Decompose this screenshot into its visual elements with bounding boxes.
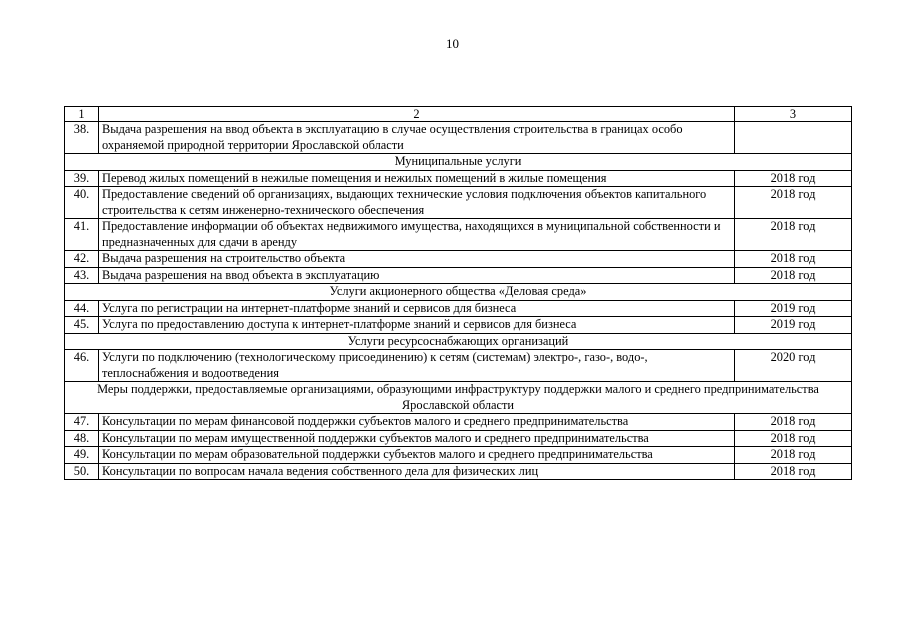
section-title: Услуги акционерного общества «Деловая среда» bbox=[65, 284, 852, 301]
section-row bbox=[65, 382, 852, 414]
row-number: 48. bbox=[65, 430, 99, 447]
table-row bbox=[65, 251, 852, 268]
service-name: Выдача разрешения на ввод объекта в эксплуатацию в случае осуществления строительства в границах особо охраняемой природной территории Ярославской области bbox=[99, 122, 735, 154]
table-row bbox=[65, 414, 852, 431]
services-table bbox=[64, 106, 852, 480]
row-number: 49. bbox=[65, 447, 99, 464]
implementation-year: 2018 год bbox=[735, 187, 852, 219]
implementation-year bbox=[735, 122, 852, 154]
table-row bbox=[65, 447, 852, 464]
service-name: Консультации по мерам финансовой поддержки субъектов малого и среднего предпринимательства bbox=[99, 414, 735, 431]
table-row bbox=[65, 300, 852, 317]
section-title: Муниципальные услуги bbox=[65, 154, 852, 171]
table-row bbox=[65, 463, 852, 480]
section-row bbox=[65, 333, 852, 350]
section-title: Меры поддержки, предоставляемые организациями, образующими инфраструктуру поддержки малого и среднего предпринимательства Ярославской области bbox=[65, 382, 852, 414]
row-number: 39. bbox=[65, 170, 99, 187]
implementation-year: 2018 год bbox=[735, 430, 852, 447]
service-name: Консультации по вопросам начала ведения собственного дела для физических лиц bbox=[99, 463, 735, 480]
implementation-year: 2020 год bbox=[735, 350, 852, 382]
section-row bbox=[65, 154, 852, 171]
row-number: 44. bbox=[65, 300, 99, 317]
table-row bbox=[65, 317, 852, 334]
table-row bbox=[65, 170, 852, 187]
table-row bbox=[65, 350, 852, 382]
implementation-year: 2018 год bbox=[735, 447, 852, 464]
row-number: 40. bbox=[65, 187, 99, 219]
service-name: Выдача разрешения на строительство объекта bbox=[99, 251, 735, 268]
section-row bbox=[65, 284, 852, 301]
service-name: Услуги по подключению (технологическому присоединению) к сетям (системам) электро-, газо-, водо-, теплоснабжения и водоотведения bbox=[99, 350, 735, 382]
page-number: 10 bbox=[446, 36, 459, 51]
table-row bbox=[65, 267, 852, 284]
row-number: 47. bbox=[65, 414, 99, 431]
row-number: 43. bbox=[65, 267, 99, 284]
service-name: Консультации по мерам образовательной поддержки субъектов малого и среднего предпринимательства bbox=[99, 447, 735, 464]
table-row bbox=[65, 187, 852, 219]
service-name: Предоставление сведений об организациях, выдающих технические условия подключения объектов капитального строительства к сетям инженерно-технического обеспечения bbox=[99, 187, 735, 219]
implementation-year: 2018 год bbox=[735, 463, 852, 480]
implementation-year: 2018 год bbox=[735, 251, 852, 268]
service-name: Консультации по мерам имущественной поддержки субъектов малого и среднего предпринимательства bbox=[99, 430, 735, 447]
implementation-year: 2019 год bbox=[735, 300, 852, 317]
service-name: Услуга по предоставлению доступа к интернет-платформе знаний и сервисов для бизнеса bbox=[99, 317, 735, 334]
table-header-row bbox=[65, 107, 852, 122]
row-number: 38. bbox=[65, 122, 99, 154]
row-number: 45. bbox=[65, 317, 99, 334]
row-number: 41. bbox=[65, 219, 99, 251]
row-number: 50. bbox=[65, 463, 99, 480]
service-name: Услуга по регистрации на интернет-платформе знаний и сервисов для бизнеса bbox=[99, 300, 735, 317]
column-header-number: 1 bbox=[65, 107, 99, 122]
table-row bbox=[65, 430, 852, 447]
table-row bbox=[65, 122, 852, 154]
service-name: Предоставление информации об объектах недвижимого имущества, находящихся в муниципальной собственности и предназначенных для сдачи в аренду bbox=[99, 219, 735, 251]
implementation-year: 2018 год bbox=[735, 267, 852, 284]
row-number: 46. bbox=[65, 350, 99, 382]
implementation-year: 2018 год bbox=[735, 414, 852, 431]
implementation-year: 2018 год bbox=[735, 170, 852, 187]
section-title: Услуги ресурсоснабжающих организаций bbox=[65, 333, 852, 350]
service-name: Перевод жилых помещений в нежилые помещения и нежилых помещений в жилые помещения bbox=[99, 170, 735, 187]
column-header-year: 3 bbox=[735, 107, 852, 122]
column-header-service: 2 bbox=[99, 107, 735, 122]
implementation-year: 2019 год bbox=[735, 317, 852, 334]
row-number: 42. bbox=[65, 251, 99, 268]
service-name: Выдача разрешения на ввод объекта в эксплуатацию bbox=[99, 267, 735, 284]
table-row bbox=[65, 219, 852, 251]
implementation-year: 2018 год bbox=[735, 219, 852, 251]
